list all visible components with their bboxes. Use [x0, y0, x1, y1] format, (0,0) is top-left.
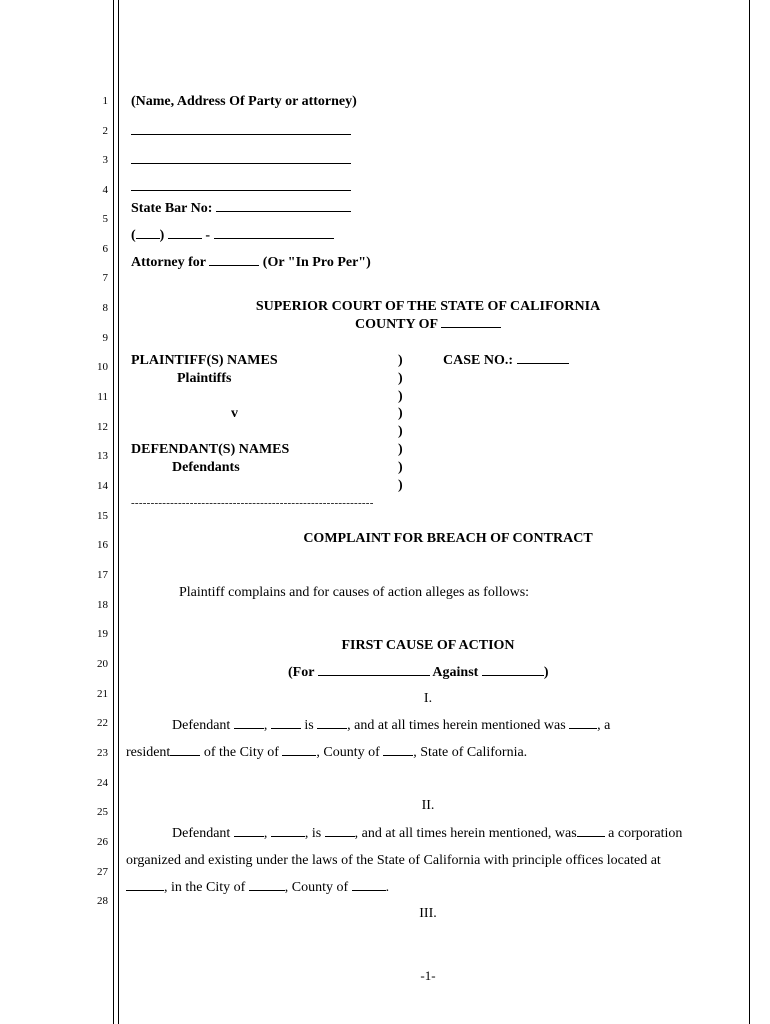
close-paren: ) — [543, 665, 549, 680]
attorney-for-row — [131, 255, 371, 271]
line-number: 16 — [97, 539, 108, 551]
line-number: 22 — [97, 717, 108, 729]
text: , in the City of — [164, 880, 246, 895]
blank-field[interactable] — [271, 718, 301, 729]
case-number-field[interactable] — [517, 356, 569, 364]
county-field[interactable] — [441, 317, 501, 328]
paragraph-2-line-3 — [126, 880, 389, 896]
state-bar-row — [131, 201, 351, 217]
first-cause-heading: FIRST CAUSE OF ACTION — [341, 638, 515, 653]
attorney-for-label: Attorney for — [131, 255, 206, 270]
party-address-label: (Name, Address Of Party or attorney) — [131, 94, 357, 109]
text: , and at all times herein mentioned was — [347, 718, 566, 733]
pro-per-label: (Or "In Pro Per") — [262, 255, 371, 270]
state-bar-label: State Bar No: — [131, 201, 213, 216]
text: , and at all times herein mentioned, was — [354, 826, 577, 841]
blank-field[interactable] — [271, 826, 305, 837]
text: , State of California. — [413, 745, 528, 760]
blank-field[interactable] — [234, 718, 264, 729]
blank-field[interactable] — [126, 880, 164, 891]
state-bar-field[interactable] — [216, 201, 351, 212]
address-line-3[interactable] — [131, 190, 351, 191]
plaintiff-names: PLAINTIFF(S) NAMES — [131, 353, 278, 368]
left-margin-rule-inner — [118, 0, 119, 1024]
line-number: 11 — [97, 391, 108, 403]
text: of the City of — [203, 745, 279, 760]
text: , is — [304, 826, 322, 841]
section-number-3: III. — [419, 906, 437, 921]
line-number: 27 — [97, 866, 108, 878]
line-number: 7 — [102, 272, 108, 284]
area-code-field[interactable] — [136, 228, 160, 239]
caption-separator: -------------------------------------------------------------- — [131, 497, 374, 509]
caption-paren: ) — [398, 424, 403, 439]
line-number: 2 — [102, 125, 108, 137]
section-number-2: II. — [421, 798, 435, 813]
defendants-label: Defendants — [172, 460, 240, 475]
address-line-1[interactable] — [131, 134, 351, 135]
caption-paren: ) — [398, 442, 403, 457]
line-number: 24 — [97, 777, 108, 789]
line-number: 15 — [97, 510, 108, 522]
line-number: 4 — [102, 184, 108, 196]
line-number: 23 — [97, 747, 108, 759]
caption-paren: ) — [398, 406, 403, 421]
blank-field[interactable] — [352, 880, 386, 891]
paragraph-1-line-1 — [172, 718, 610, 734]
against-label: Against — [432, 665, 479, 680]
right-margin-rule — [749, 0, 750, 1024]
line-number: 13 — [97, 450, 108, 462]
caption-paren: ) — [398, 371, 403, 386]
line-number: 18 — [97, 599, 108, 611]
caption-paren: ) — [398, 353, 403, 368]
for-field[interactable] — [318, 665, 430, 676]
line-number: 26 — [97, 836, 108, 848]
line-number: 14 — [97, 480, 108, 492]
phone-row — [131, 228, 334, 244]
paragraph-2-line-1 — [172, 826, 682, 842]
line-number: 25 — [97, 806, 108, 818]
address-line-2[interactable] — [131, 163, 351, 164]
page-number: -1- — [420, 968, 436, 983]
text: Defendant — [172, 718, 231, 733]
text: , — [263, 718, 268, 733]
blank-field[interactable] — [383, 745, 413, 756]
caption-paren: ) — [398, 389, 403, 404]
line-number: 6 — [102, 243, 108, 255]
phone-paren-open: ( — [131, 228, 136, 243]
phone-paren-close: ) — [159, 228, 165, 243]
plaintiffs-label: Plaintiffs — [177, 371, 232, 386]
versus-label: v — [231, 406, 238, 421]
for-label: (For — [288, 665, 315, 680]
line-number: 10 — [97, 361, 108, 373]
line-number: 20 — [97, 658, 108, 670]
phone-prefix-field[interactable] — [168, 228, 202, 239]
text: is — [304, 718, 314, 733]
blank-field[interactable] — [577, 826, 605, 837]
text: , — [263, 826, 268, 841]
complaint-intro: Plaintiff complains and for causes of action alleges as follows: — [179, 585, 530, 600]
line-number: 28 — [97, 895, 108, 907]
line-number: 5 — [102, 213, 108, 225]
blank-field[interactable] — [170, 745, 200, 756]
text: resident — [126, 745, 171, 760]
line-number: 9 — [102, 332, 108, 344]
caption-paren: ) — [398, 478, 403, 493]
text: . — [385, 880, 390, 895]
text: , County of — [284, 880, 349, 895]
against-field[interactable] — [482, 665, 544, 676]
case-number-row — [443, 353, 569, 369]
phone-dash: - — [205, 228, 211, 243]
line-number: 21 — [97, 688, 108, 700]
paragraph-2-line-2: organized and existing under the laws of the State of California with principle offices located at — [126, 853, 661, 868]
text: Defendant — [172, 826, 231, 841]
left-margin-rule-outer — [113, 0, 114, 1024]
case-number-label: CASE NO.: — [443, 353, 514, 368]
county-label: COUNTY OF — [354, 317, 438, 332]
blank-field[interactable] — [325, 826, 355, 837]
complaint-title: COMPLAINT FOR BREACH OF CONTRACT — [303, 531, 593, 546]
court-title: SUPERIOR COURT OF THE STATE OF CALIFORNIA — [255, 299, 601, 314]
section-number-1: I. — [423, 691, 433, 706]
blank-field[interactable] — [282, 745, 316, 756]
county-row — [113, 317, 743, 333]
caption-paren: ) — [398, 460, 403, 475]
blank-field[interactable] — [249, 880, 285, 891]
line-number: 17 — [97, 569, 108, 581]
phone-number-field[interactable] — [214, 228, 334, 239]
line-number: 19 — [97, 628, 108, 640]
line-number: 12 — [97, 421, 108, 433]
text: , County of — [316, 745, 380, 760]
text: a corporation — [608, 826, 683, 841]
paragraph-1-line-2 — [126, 745, 527, 761]
attorney-for-field[interactable] — [209, 255, 259, 266]
line-number: 8 — [102, 302, 108, 314]
line-number: 3 — [102, 154, 108, 166]
cause-for-against-row — [288, 665, 549, 681]
blank-field[interactable] — [569, 718, 597, 729]
blank-field[interactable] — [234, 826, 264, 837]
defendant-names: DEFENDANT(S) NAMES — [131, 442, 290, 457]
text: , a — [597, 718, 611, 733]
line-number: 1 — [102, 95, 108, 107]
blank-field[interactable] — [317, 718, 347, 729]
